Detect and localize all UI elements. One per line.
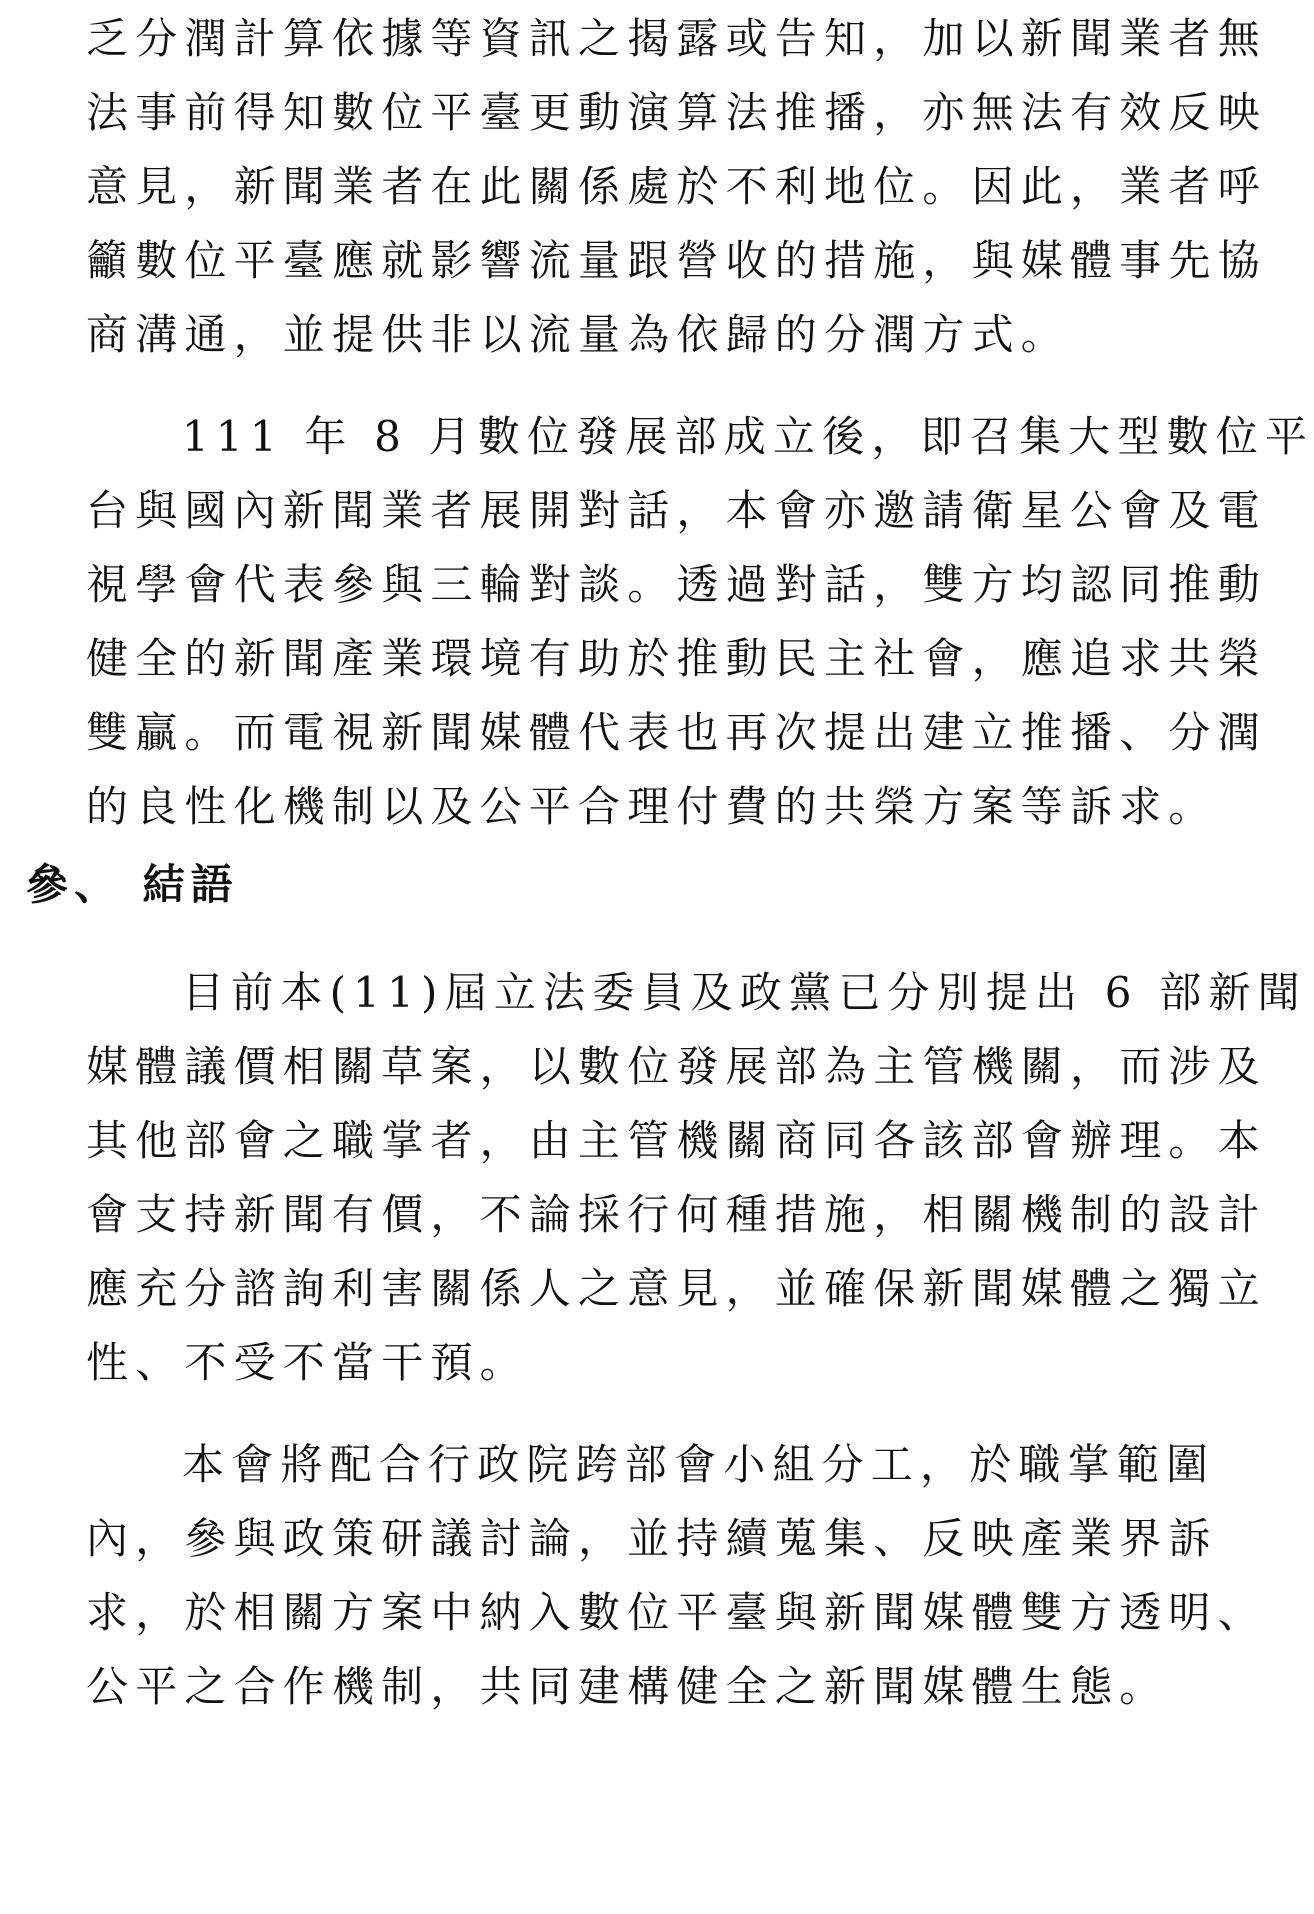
text-line: 台與國內新聞業者展開對話，本會亦邀請衛星公會及電 [86,486,1267,535]
text-line: 健全的新聞產業環境有助於推動民主社會，應追求共榮 [86,634,1267,683]
text-line: 意見，新聞業者在此關係處於不利地位。因此，業者呼 [86,162,1267,211]
text-line: 的良性化機制以及公平合理付費的共榮方案等訴求。 [86,782,1218,831]
text-line: 乏分潤計算依據等資訊之揭露或告知，加以新聞業者無 [86,14,1267,63]
text-line: 本會將配合行政院跨部會小組分工，於職掌範圍 [182,1440,1216,1489]
text-line: 會支持新聞有價，不論採行何種措施，相關機制的設計 [86,1190,1267,1239]
section-heading: 參、 結語 [26,860,239,909]
text-line: 媒體議價相關草案，以數位發展部為主管機關，而涉及 [86,1042,1267,1091]
text-line: 公平之合作機制，共同建構健全之新聞媒體生態。 [86,1662,1169,1711]
text-line: 性、不受不當干預。 [86,1338,529,1387]
text-line: 商溝通，並提供非以流量為依歸的分潤方式。 [86,310,1071,359]
text-line: 應充分諮詢利害關係人之意見，並確保新聞媒體之獨立 [86,1264,1267,1313]
text-line: 視學會代表參與三輪對談。透過對話，雙方均認同推動 [86,560,1267,609]
text-line: 求，於相關方案中納入數位平臺與新聞媒體雙方透明、 [86,1588,1267,1637]
text-line: 法事前得知數位平臺更動演算法推播，亦無法有效反映 [86,88,1267,137]
text-line: 目前本(11)屆立法委員及政黨已分別提出 6 部新聞 [182,968,1307,1017]
text-line: 籲數位平臺應就影響流量跟營收的措施，與媒體事先協 [86,236,1267,285]
text-line: 內，參與政策研議討論，並持續蒐集、反映產業界訴 [86,1514,1218,1563]
text-line: 雙贏。而電視新聞媒體代表也再次提出建立推播、分潤 [86,708,1267,757]
text-line: 111 年 8 月數位發展部成立後，即召集大型數位平 [182,412,1314,461]
text-line: 其他部會之職掌者，由主管機關商同各該部會辦理。本 [86,1116,1267,1165]
